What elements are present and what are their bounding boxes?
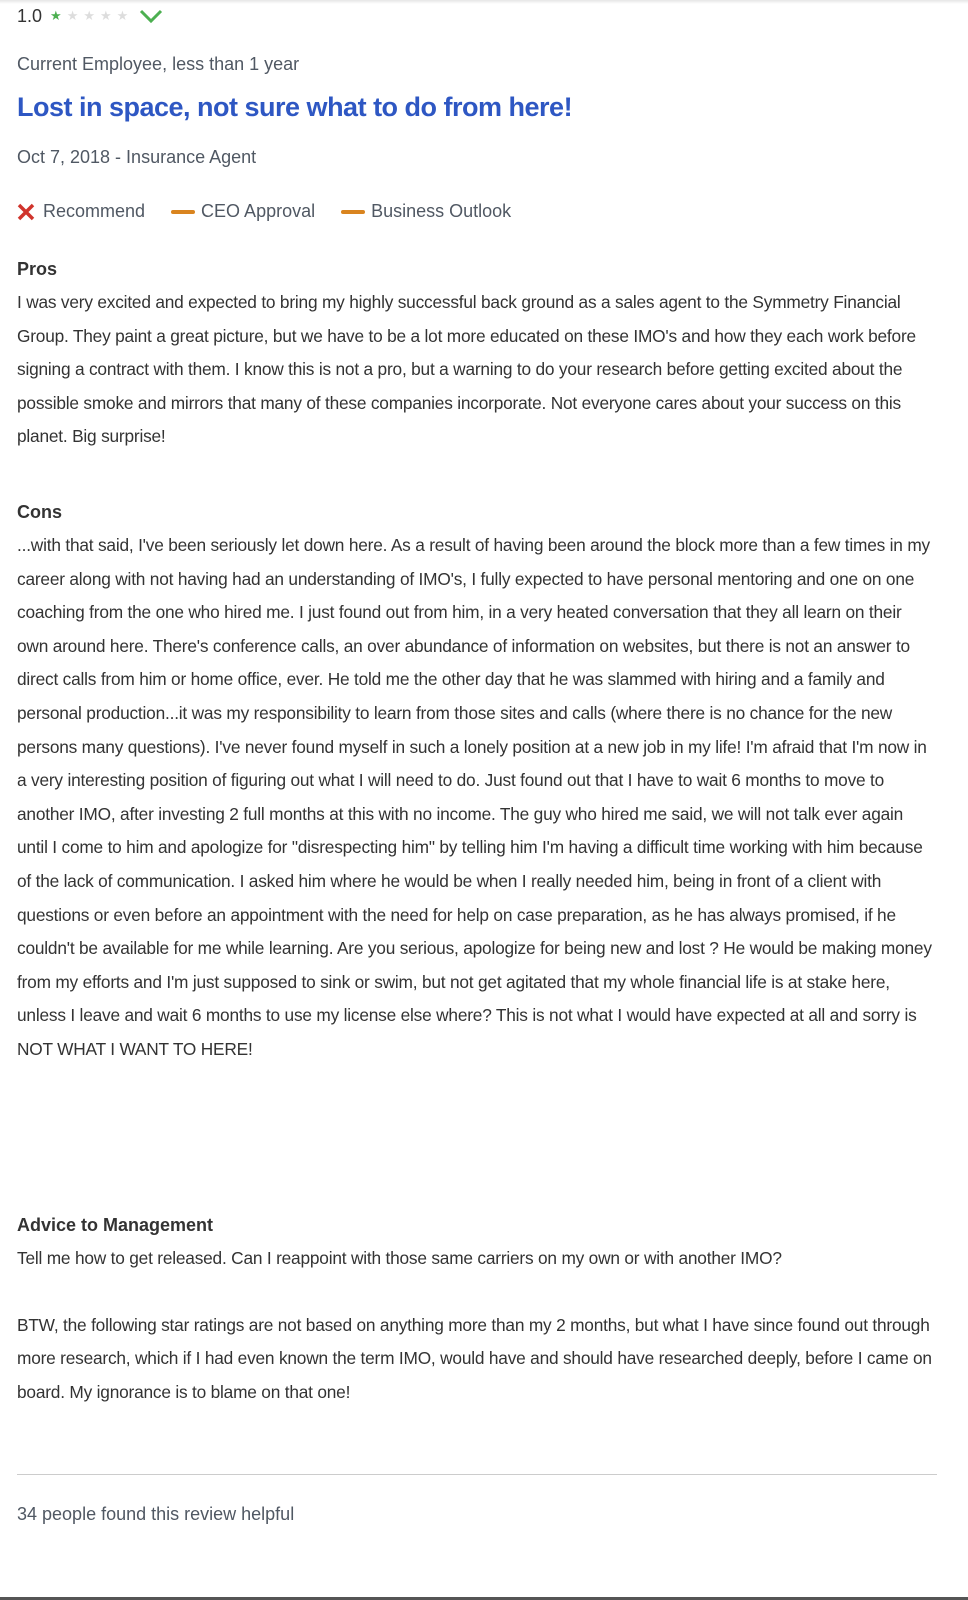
overall-rating[interactable] [17, 4, 163, 28]
chevron-down-icon[interactable] [139, 8, 163, 24]
star-icon: ★ [100, 8, 112, 23]
star-icon: ★ [83, 8, 95, 23]
cons-section [17, 496, 937, 1067]
flag-label: CEO Approval [201, 201, 316, 221]
pros-section [17, 253, 937, 454]
divider [17, 1474, 937, 1475]
pros-text: I was very excited and expected to bring my highly successful back ground as a sales agent to the Symmetry Financial Group. They paint a great picture, but we have to be a lot more educated on these IMO's and how they each work before signing a contract with them. I know this is not a pro, but a warning to do your research before getting excited about the possible smoke and mirrors that many of these companies incorporate. Not everyone cares about your success on this planet. Big surprise! [17, 292, 916, 447]
cons-text: ...with that said, I've been seriously let down here. As a result of having been around the block more than a few times in my career along with not having had an understanding of IMO's, I fully expected to have personal mentoring and one on one coaching from the one who hired me. I just found out from him, in a very heated conversation that they all learn on their own around here. There's conference calls, an over abundance of information on websites, but there is not an answer to direct calls from him or home office, ever. He told me the other day that he was slammed with hiring and a family and personal production...it was my responsibility to learn from those sites and calls (where there is no chance for the new persons many questions). I've never found myself in such a lonely position at a new job in my life! I'm afraid that I'm now in a very interesting position of figuring out what I will need to do. Just found out that I have to wait 6 months to move to another IMO, after investing 2 full months at this with no income. The guy who hired me said, we will not talk ever again until I come to him and apologize for "disrespecting him" by telling him I'm having a difficult time working with him because of the lack of communication. I asked him where he would be when I really needed him, being in front of a client with questions or even before an appointment with the need for help on case preparation, as he has always promised, if he couldn't be available for me while learning. Are you serious, apologize for being new and lost ? He would be making money from my efforts and I'm just supposed to sink or swim, but not get agitated that my whole financial life is at stake here, unless I leave and wait 6 months to use my license else where? This is not what I would have expected at all and sorry is NOT WHAT I WANT TO HERE! [17, 535, 932, 1059]
neutral-dash-icon [171, 210, 195, 214]
advice-section [17, 1209, 937, 1409]
advice-text: Tell me how to get released. Can I reappoint with those same carriers on my own or with another IMO? [17, 1248, 782, 1268]
flag-recommend [17, 201, 145, 222]
review-flags [17, 201, 537, 222]
star-icon: ★ [50, 8, 62, 23]
star-icon: ★ [66, 8, 79, 23]
x-icon [17, 203, 35, 221]
employee-status: Current Employee, less than 1 year [17, 54, 300, 74]
cons-heading: Cons [17, 502, 62, 522]
advice-heading: Advice to Management [17, 1215, 214, 1235]
review-date-role: Oct 7, 2018 - Insurance Agent [17, 147, 257, 167]
advice-text: BTW, the following star ratings are not based on anything more than my 2 months, but what I have since found out through more research, which if I had even known the term IMO, would have and should have researched deeply, before I came on board. My ignorance is to blame on that one! [17, 1314, 932, 1402]
rating-value: 1.0 [17, 5, 43, 26]
neutral-dash-icon [341, 210, 365, 214]
flag-business-outlook [341, 201, 511, 222]
flag-label: Recommend [43, 201, 146, 221]
helpful-count: 34 people found this review helpful [17, 1504, 295, 1524]
star-icon: ★ [116, 8, 129, 23]
flag-ceo-approval [171, 201, 315, 222]
flag-label: Business Outlook [371, 201, 512, 221]
pros-heading: Pros [17, 259, 58, 279]
review-title[interactable]: Lost in space, not sure what to do from here! [17, 92, 573, 122]
